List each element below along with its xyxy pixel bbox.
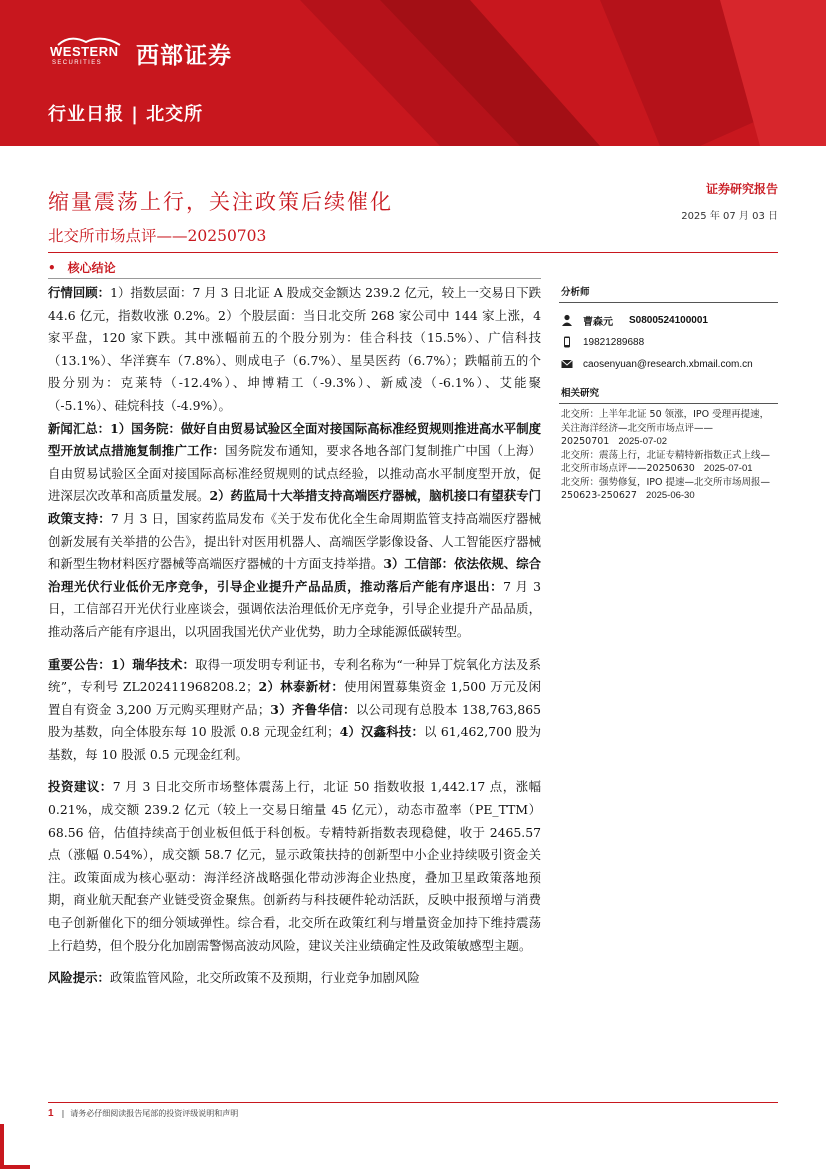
analyst-heading: 分析师 <box>559 282 778 303</box>
logo-cn: 西部证券 <box>136 43 232 69</box>
corner-decoration <box>0 1124 4 1169</box>
person-icon <box>561 314 573 326</box>
logo-en-sub: SECURITIES <box>52 60 103 66</box>
announcements-label: 重要公告： <box>48 656 111 672</box>
footer: 1 | 请务必仔细阅读报告尾部的投资评级说明和声明 <box>48 1108 239 1119</box>
analyst-cert: S0800524100001 <box>629 314 708 326</box>
document-type: 证券研究报告 <box>705 182 778 196</box>
investment-advice-paragraph: 投资建议：7 月 3 日北交所市场整体震荡上行，北证 50 指数收报 1,442.17 点，涨幅 0.21%，成交额 239.2 亿元（较上一交易日缩量 45 亿元），动态市盈率（PE_TTM）68.56 倍，估值持续高于创业板但低于科创板。专精特新指数表现稳健，收于 2465.57 点（涨幅 0.54%），成交额 58.7 亿元，显示政策扶持的创新型中小企业持续吸引资金关注。政策面成为核心驱动：海洋经济战略强化带动涉海企业热度，叠加卫星政策落地预期，商业航天配套产业链受资金聚焦。创新药与科技硬件轮动活跃，反映中报预增与消费电子创新催化下的细分领域弹性。综合看，北交所在政策红利与增量资金加持下维持震荡上行趋势，但个股分化加剧需警惕高波动风险，建议关注业绩确定性及政策敏感型主题。 <box>48 779 542 953</box>
divider <box>48 278 541 279</box>
risk-warning-paragraph: 风险提示：政策监管风险，北交所政策不及预期，行业竞争加剧风险 <box>48 970 420 986</box>
sidebar <box>559 282 778 503</box>
market-review-label: 行情回顾： <box>48 285 111 300</box>
footer-divider <box>48 1102 778 1103</box>
announcements-paragraph: 重要公告：1）瑞华技术：取得一项发明专利证书，专利名称为“一种异丁烷氧化方法及系统”，专利号 ZL202411968208.2；2）林泰新材：使用闲置募集资金 1,500 万元及闲置自有资金 3,200 万元购买理财产品；3）齐鲁华信：以公司现有总股本 138,763,865 股为基数，向全体股东每 10 股派 0.8 元现金红利；4）汉鑫科技：以 61,462,700 股为基数，每 10 股派 0.5 元现金红利。 <box>48 656 542 762</box>
email-icon <box>561 358 573 370</box>
related-item[interactable]: 北交所：震荡上行，北证专精特新指数正式上线—北交所市场点评——20250630 2025-07-01 <box>561 449 771 474</box>
investment-advice-label: 投资建议： <box>48 779 113 795</box>
analyst-name-row <box>559 309 778 331</box>
related-research <box>559 383 778 503</box>
analyst-info <box>559 303 778 375</box>
analyst-phone: 19821289688 <box>583 336 645 348</box>
core-conclusion-heading: • 核心结论 <box>48 261 116 275</box>
phone-icon <box>561 336 573 348</box>
report-body <box>48 282 541 990</box>
logo-en: WESTERN <box>50 44 119 59</box>
company-logo <box>50 34 260 74</box>
report-date: 2025 年 07 月 03 日 <box>681 211 778 222</box>
logo-mark <box>50 36 128 66</box>
market-review-paragraph: 行情回顾：1）指数层面：7 月 3 日北证 A 股成交金额达 239.2 亿元，较上一交易日下跌 44.6 亿元，指数收涨 0.2%。2）个股层面：当日北交所 268 家公司中 144 家上涨，4 家平盘，120 家下跌。其中涨幅前五的个股分别为：佳合科技（15.5%）、广信科技（13.1%）、华洋赛车（7.8%）、则成电子（6.7%）、星昊医药（6.7%）；跌幅前五的个股分别为：克莱特（-12.4%）、坤博精工（-9.3%）、新威凌（-6.1%）、艾能聚（-5.1%）、硅烷科技（-4.9%）。 <box>48 285 542 413</box>
footer-disclaimer: 请务必仔细阅读报告尾部的投资评级说明和声明 <box>70 1109 239 1118</box>
bullet-icon: • <box>48 261 56 275</box>
report-type: 行业日报 | 北交所 <box>48 104 204 125</box>
analyst-phone-row <box>559 331 778 353</box>
related-heading: 相关研究 <box>559 383 778 404</box>
analyst-email[interactable]: caosenyuan@research.xbmail.com.cn <box>583 358 753 370</box>
analyst-name: 曹森元 <box>583 316 613 328</box>
report-subtitle: 北交所市场点评——20250703 <box>48 227 267 245</box>
analyst-email-row[interactable] <box>559 353 778 375</box>
related-item[interactable]: 北交所：强势修复，IPO 提速—北交所市场周报—250623-250627 2025-06-30 <box>561 476 771 501</box>
news-summary-paragraph: 新闻汇总：1）国务院：做好自由贸易试验区全面对接国际高标准经贸规则推进高水平制度型开放试点措施复制推广工作：国务院发布通知，要求各地各部门复制推广中国（上海）自由贸易试验区全面对接国际高标准经贸规则的试点经验，以推动高水平制度型开放，促进深层次改革和高质量发展。2）药监局十大举措支持高端医疗器械，脑机接口有望获专门政策支持：7 月 3 日，国家药监局发布《关于发布优化全生命周期监管支持高端医疗器械创新发展有关举措的公告》，提出针对医用机器人、高端医学影像设备、人工智能医疗器械和新型生物材料医疗器械等高端医疗器械的十方面支持举措。3）工信部：依法依规、综合治理光伏行业低价无序竞争，引导企业提升产品品质，推动落后产能有序退出：7 月 3 日，工信部召开光伏行业座谈会，强调依法治理低价无序竞争，引导企业提升产品品质，推动落后产能有序退出，以巩固我国光伏产业优势，助力全球能源低碳转型。 <box>48 420 542 639</box>
divider <box>48 252 778 253</box>
report-title: 缩量震荡上行，关注政策后续催化 <box>48 190 393 214</box>
header-banner <box>0 0 826 146</box>
news-summary-label: 新闻汇总： <box>48 420 111 436</box>
risk-warning-label: 风险提示： <box>48 970 110 986</box>
related-item[interactable]: 北交所：上半年北证 50 领涨，IPO 受理再提速，关注海洋经济—北交所市场点评——20250701 2025-07-02 <box>561 409 770 447</box>
corner-decoration <box>0 1165 30 1169</box>
page-number: 1 <box>48 1108 54 1119</box>
